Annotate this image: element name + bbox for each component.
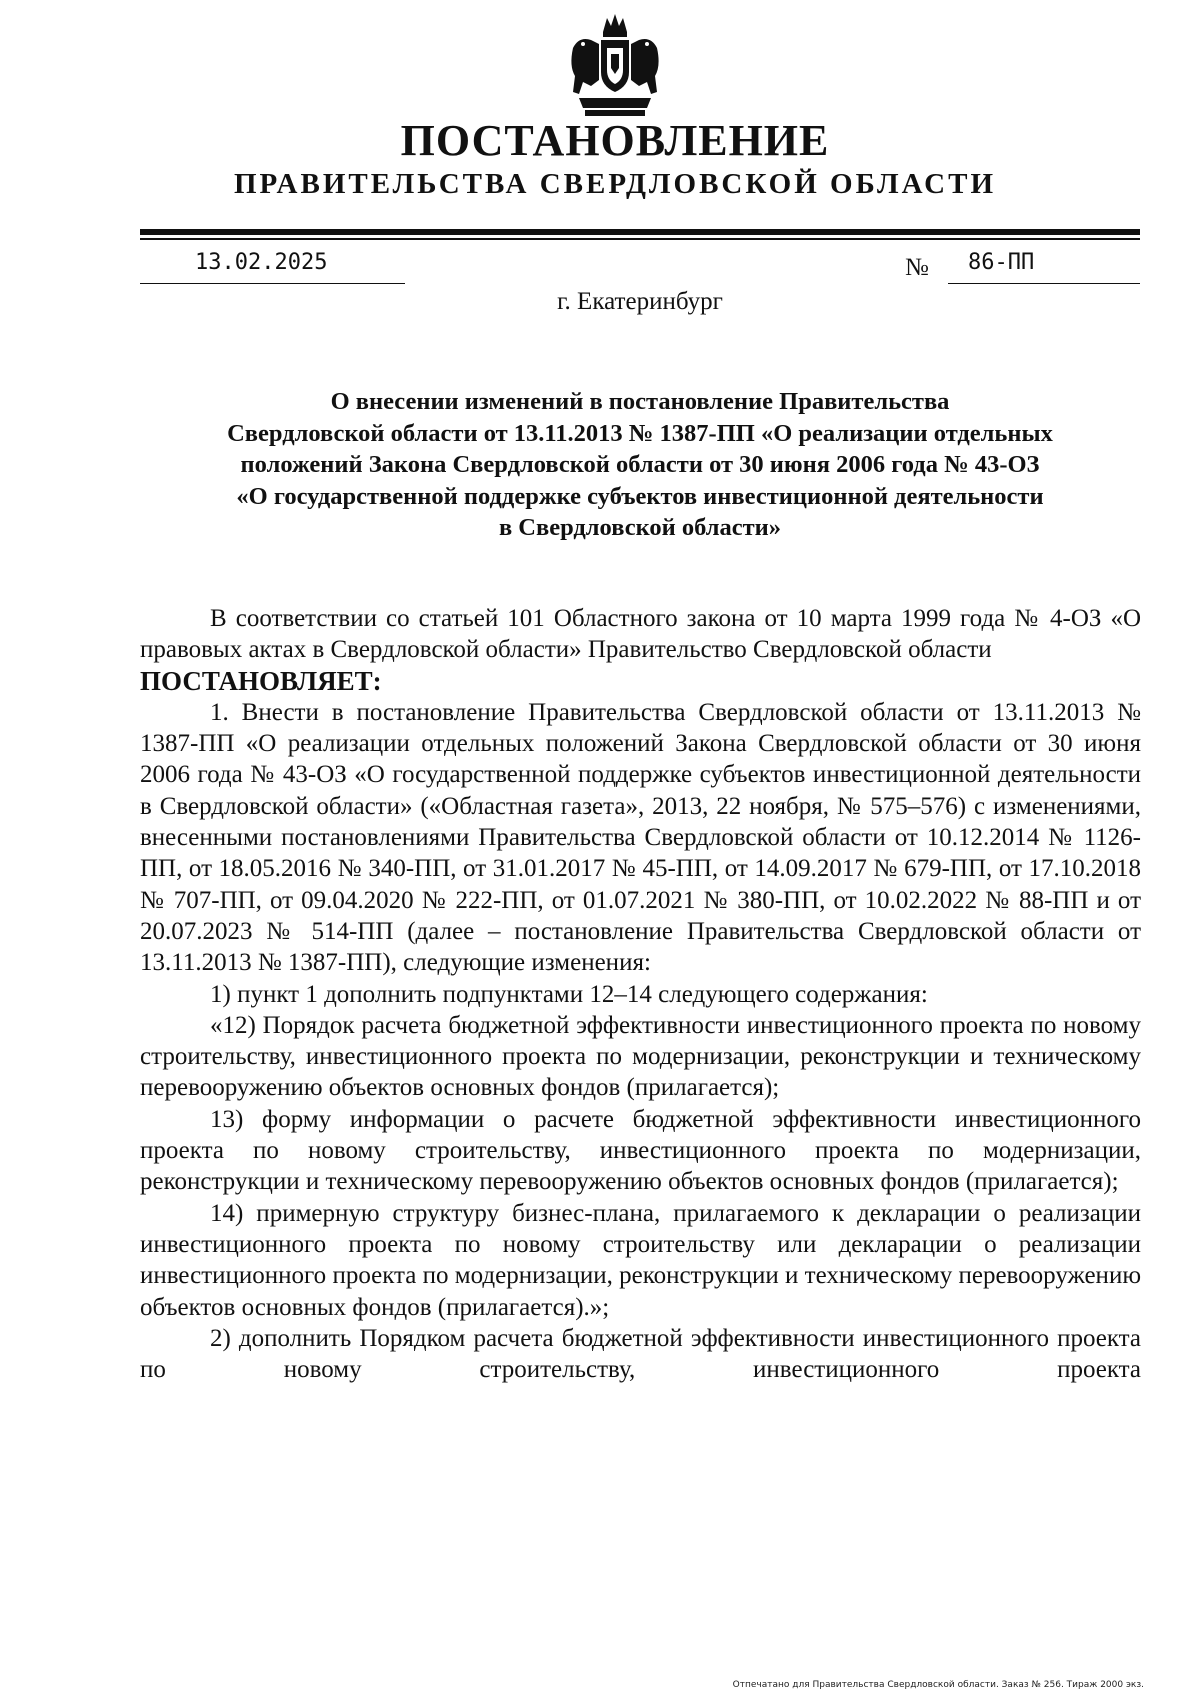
decree-word: ПОСТАНОВЛЯЕТ:: [140, 665, 382, 696]
header-divider-thin: [140, 238, 1140, 240]
body-paragraph: 1) пункт 1 дополнить подпунктами 12–14 следующего содержания:: [210, 980, 928, 1008]
preamble-paragraph: В соответствии со статьей 101 Областного закона от 10 марта 1999 года № 4-ОЗ «О правовых актах в Свердловской области» Правительство Свердловской области: [140, 605, 1141, 664]
heading-line: положений Закона Свердловской области от 30 июня 2006 года № 43-ОЗ: [240, 451, 1040, 478]
issuing-authority: ПРАВИТЕЛЬСТВА СВЕРДЛОВСКОЙ ОБЛАСТИ: [233, 168, 997, 200]
document-heading: [150, 386, 1130, 544]
body-paragraph: 2) дополнить Порядком расчета бюджетной эффективности инвестиционного проекта по новому строительству, инвестиционного проекта: [140, 1324, 1141, 1384]
body-paragraph: «12) Порядок расчета бюджетной эффективности инвестиционного проекта по новому строительству, инвестиционного проекта по модернизации, реконструкции и техническому перевооружению объектов основных фондов (прилагается);: [140, 1011, 1141, 1102]
heading-line: О внесении изменений в постановление Правительства: [330, 388, 950, 415]
document-city: г. Екатеринбург: [557, 288, 723, 315]
body-paragraph: 14) примерную структуру бизнес-плана, прилагаемого к декларации о реализации инвестиционного проекта по новому строительству или декларации о реализации инвестиционного проекта по модернизации, реконструкции и техническому перевооружению объектов основных фондов (прилагается).»;: [140, 1199, 1141, 1321]
number-sign: №: [905, 254, 929, 281]
body-paragraph: 1. Внести в постановление Правительства Свердловской области от 13.11.2013 № 1387-ПП «О реализации отдельных положений Закона Свердловской области от 30 июня 2006 года № 43-ОЗ «О государственной поддержке субъектов инвестиционной деятельности в Свердловской области» («Областная газета», 2013, 22 ноября, № 575–576) с изменениями, внесенными постановлениями Правительства Свердловской области от 10.12.2014 № 1126-ПП, от 18.05.2016 № 340-ПП, от 31.01.2017 № 45-ПП, от 14.09.2017 № 679-ПП, от 17.10.2018 № 707-ПП, от 09.04.2020 № 222-ПП, от 01.07.2021 № 380-ПП, от 10.02.2022 № 88-ПП и от 20.07.2023 № 514-ПП (далее – постановление Правительства Свердловской области от 13.11.2013 № 1387-ПП), следующие изменения:: [140, 698, 1141, 977]
body-paragraph: 13) форму информации о расчете бюджетной эффективности инвестиционного проекта по новому строительству, инвестиционного проекта по модернизации, реконструкции и техническому перевооружению объектов основных фондов (прилагается);: [140, 1105, 1141, 1196]
print-imprint: Отпечатано для Правительства Свердловской области. Заказ № 256. Тираж 2000 экз.: [732, 1680, 1144, 1690]
document-body: [140, 603, 1141, 1385]
document-number: 86-ПП: [968, 250, 1035, 275]
coat-of-arms-icon: [565, 10, 665, 118]
heading-line: в Свердловской области»: [498, 514, 782, 541]
document-title: ПОСТАНОВЛЕНИЕ: [400, 116, 830, 165]
heading-line: Свердловской области от 13.11.2013 № 1387-ПП «О реализации отдельных: [227, 419, 1053, 447]
document-date: 13.02.2025: [195, 250, 328, 275]
number-underline: [948, 283, 1140, 284]
date-underline: [140, 283, 405, 284]
header-divider: [140, 229, 1140, 235]
heading-line: «О государственной поддержке субъектов инвестиционной деятельности: [236, 482, 1044, 510]
